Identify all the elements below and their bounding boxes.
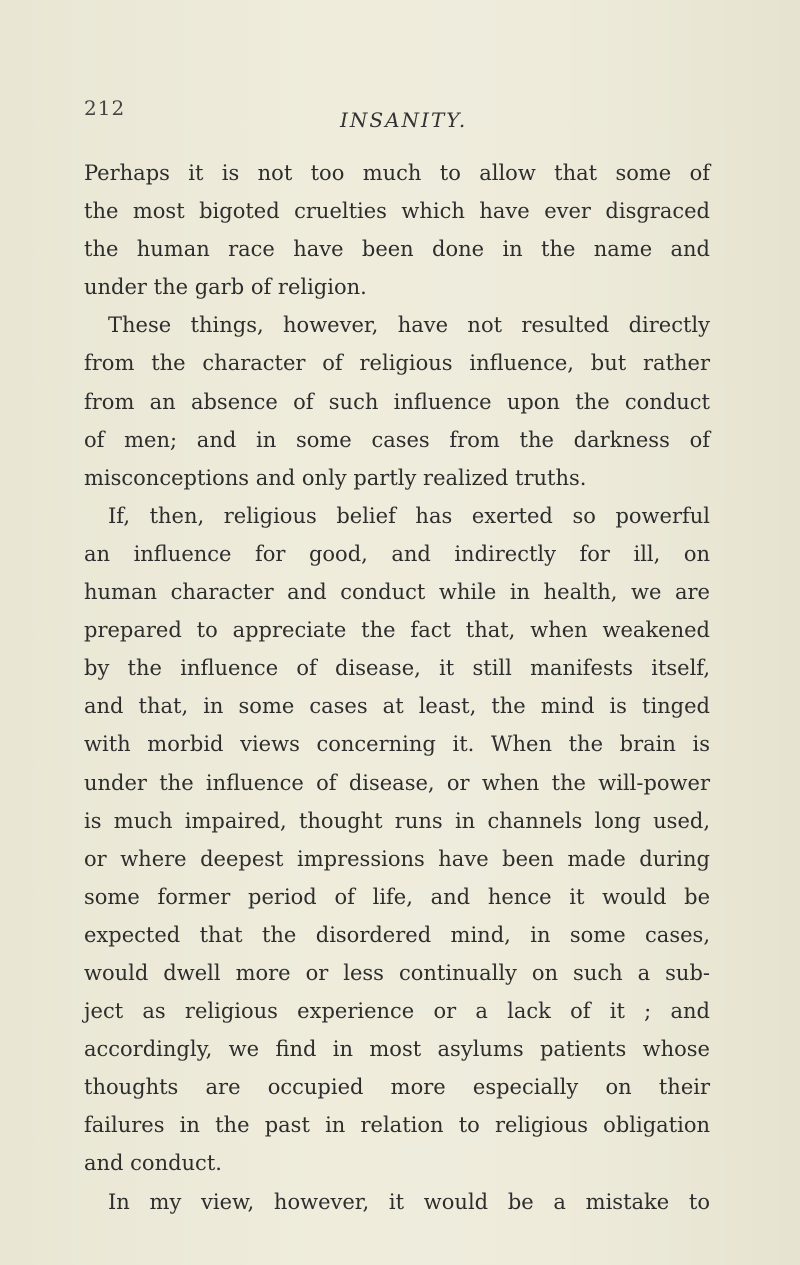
text-line: or where deepest impressions have been made during	[84, 846, 710, 871]
text-line: by the influence of disease, it still manifests itself,	[84, 656, 710, 681]
text-line: under the garb of religion.	[84, 275, 367, 300]
text-line: These things, however, have not resulted directly	[108, 313, 710, 338]
text-line: accordingly, we find in most asylums patients whose	[84, 1037, 710, 1062]
text-line: the human race have been done in the name and	[84, 237, 710, 262]
text-line: thoughts are occupied more especially on their	[84, 1075, 710, 1100]
text-line: expected that the disordered mind, in some cases,	[84, 922, 710, 947]
text-line: with morbid views concerning it. When the brain is	[84, 732, 710, 757]
text-line: Perhaps it is not too much to allow that some of	[84, 161, 710, 185]
text-line: of men; and in some cases from the darkness of	[84, 427, 710, 452]
text-line: human character and conduct while in health, we are	[84, 580, 710, 605]
text-line: is much impaired, thought runs in channels long used,	[84, 808, 710, 833]
text-line: some former period of life, and hence it would be	[84, 884, 710, 909]
text-line: prepared to appreciate the fact that, when weakened	[84, 618, 710, 643]
text-line: would dwell more or less continually on such a sub-	[84, 960, 710, 985]
text-line: failures in the past in relation to religious obligation	[84, 1113, 710, 1138]
text-line: ject as religious experience or a lack of it ; and	[84, 999, 710, 1024]
text-line: from an absence of such influence upon the conduct	[84, 389, 710, 414]
text-line: the most bigoted cruelties which have ever disgraced	[84, 199, 710, 224]
text-line: under the influence of disease, or when the will-power	[84, 770, 710, 795]
text-line: If, then, religious belief has exerted so powerful	[108, 503, 710, 528]
text-line: In my view, however, it would be a mistake to	[108, 1189, 710, 1214]
text-line: from the character of religious influence, but rather	[84, 351, 710, 376]
text-line: and that, in some cases at least, the mind is tinged	[84, 694, 710, 719]
running-head: INSANITY.	[340, 108, 468, 132]
text-line: and conduct.	[84, 1151, 222, 1176]
text-line: misconceptions and only partly realized truths.	[84, 465, 587, 490]
page-header	[0, 96, 800, 132]
body-text	[84, 154, 710, 1221]
page-number: 212	[84, 96, 126, 120]
text-line: an influence for good, and indirectly for ill, on	[84, 541, 710, 566]
